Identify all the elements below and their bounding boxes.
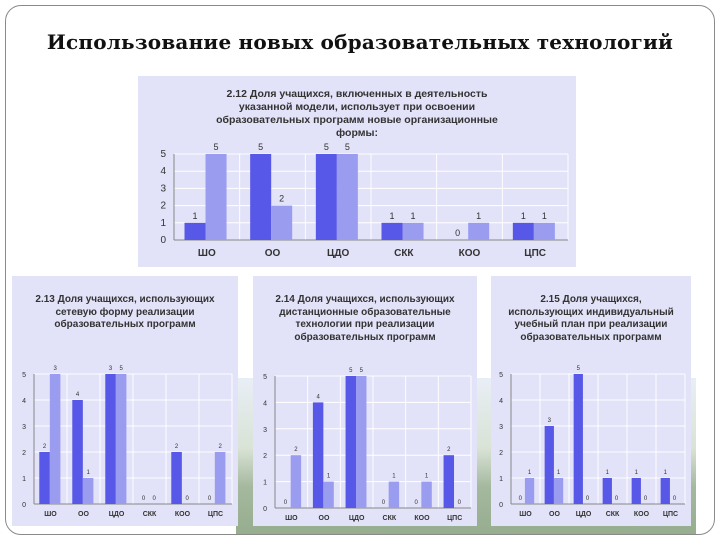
category-label: ШО xyxy=(197,248,216,259)
data-label: 2 xyxy=(42,444,47,450)
data-label: 5 xyxy=(323,142,329,152)
y-tick-label: 1 xyxy=(499,476,503,483)
chart-title: 2.13 Доля учащихся, использующих сетевую форму реализации образовательных программ xyxy=(35,294,215,330)
bar xyxy=(421,482,431,508)
category-label: ШО xyxy=(519,511,532,518)
chart-plot xyxy=(491,276,691,526)
data-label: 0 xyxy=(672,496,677,502)
data-label: 2 xyxy=(174,444,179,450)
category-label: ЦПС xyxy=(447,515,463,522)
chart-panel-2-15 xyxy=(491,276,691,526)
data-label: 4 xyxy=(316,394,320,401)
bar xyxy=(444,455,454,508)
data-label: 2 xyxy=(294,447,298,454)
chart-panel-2-14 xyxy=(253,276,477,526)
slide-frame xyxy=(5,5,715,535)
category-label: СКК xyxy=(382,515,397,522)
data-label: 1 xyxy=(527,470,532,476)
chart-title: 2.14 Доля учащихся, использующих дистанционные образовательные технологии при реализации образовательных программ xyxy=(275,294,455,343)
y-tick-label: 0 xyxy=(499,502,503,509)
data-label: 0 xyxy=(141,496,146,502)
chart-title: 2.15 Доля учащихся, использующих индивидуальный учебный план при реализации образовательных программ xyxy=(508,294,674,343)
data-label: 1 xyxy=(392,473,396,480)
chart-panel-2-12 xyxy=(138,76,576,267)
data-label: 1 xyxy=(326,473,331,480)
category-label: ЦПС xyxy=(524,248,547,259)
y-tick-label: 3 xyxy=(160,183,166,195)
category-label: ЦПС xyxy=(662,511,679,518)
category-label: КОО xyxy=(633,511,650,518)
y-tick-label: 2 xyxy=(499,450,503,457)
data-label: 1 xyxy=(634,470,638,476)
chart-plot xyxy=(138,76,576,267)
data-label: 3 xyxy=(547,418,551,424)
y-tick-label: 5 xyxy=(263,374,267,381)
bar xyxy=(403,223,424,240)
category-label: ШО xyxy=(44,511,57,518)
data-label: 0 xyxy=(152,496,156,502)
bar xyxy=(316,154,337,240)
data-label: 5 xyxy=(119,366,123,372)
data-label: 0 xyxy=(614,496,619,502)
y-tick-label: 1 xyxy=(263,479,267,487)
category-label: ЦДО xyxy=(108,511,125,518)
data-label: 0 xyxy=(185,496,189,502)
bar xyxy=(50,374,61,504)
bar xyxy=(271,206,292,240)
data-label: 1 xyxy=(476,210,482,221)
bar xyxy=(323,482,333,508)
y-tick-label: 2 xyxy=(22,450,26,457)
chart-plot xyxy=(12,276,238,526)
data-label: 0 xyxy=(207,496,212,502)
data-label: 0 xyxy=(414,500,418,506)
data-label: 1 xyxy=(424,473,429,480)
category-label: ОО xyxy=(318,515,330,522)
data-label: 3 xyxy=(108,366,113,372)
bar xyxy=(250,154,271,240)
data-label: 2 xyxy=(279,193,285,204)
data-label: 0 xyxy=(518,496,522,502)
category-label: КОО xyxy=(458,248,481,259)
bar xyxy=(346,376,356,508)
bar xyxy=(574,374,583,504)
data-label: 0 xyxy=(585,496,590,502)
data-label: 5 xyxy=(258,142,264,152)
data-label: 5 xyxy=(213,142,219,152)
y-tick-label: 4 xyxy=(22,398,26,405)
y-tick-label: 4 xyxy=(263,400,267,408)
y-tick-label: 0 xyxy=(263,506,267,513)
bar xyxy=(382,223,403,240)
bar xyxy=(83,478,94,504)
category-label: ОО xyxy=(78,511,89,518)
data-label: 1 xyxy=(389,210,395,221)
y-tick-label: 5 xyxy=(22,372,26,379)
y-tick-label: 0 xyxy=(22,502,26,509)
bar xyxy=(116,374,127,504)
page-title: Использование новых образовательных технологий xyxy=(46,30,674,54)
y-tick-label: 4 xyxy=(499,398,503,405)
category-label: ОО xyxy=(549,511,560,518)
bar xyxy=(603,478,612,504)
bar xyxy=(72,400,83,504)
category-label: СКК xyxy=(394,248,414,259)
data-label: 3 xyxy=(53,366,57,372)
y-tick-label: 1 xyxy=(160,217,166,229)
data-label: 0 xyxy=(643,496,648,502)
y-tick-label: 3 xyxy=(499,424,503,431)
bar xyxy=(468,223,489,240)
data-label: 0 xyxy=(457,500,461,506)
bar xyxy=(632,478,641,504)
bar xyxy=(206,154,227,240)
category-label: ЦДО xyxy=(327,248,350,259)
chart-plot xyxy=(253,276,477,526)
y-tick-label: 5 xyxy=(160,149,166,160)
data-label: 2 xyxy=(218,444,222,450)
category-label: СКК xyxy=(605,511,620,518)
bar xyxy=(39,452,50,504)
bar xyxy=(356,376,366,508)
category-label: ЦДО xyxy=(575,511,592,518)
bar xyxy=(554,478,563,504)
data-label: 5 xyxy=(359,368,363,374)
chart-panel-2-13 xyxy=(12,276,238,526)
data-label: 0 xyxy=(381,500,386,506)
y-tick-label: 4 xyxy=(160,166,166,178)
category-label: ОО xyxy=(264,248,281,259)
data-label: 1 xyxy=(520,210,526,221)
bar xyxy=(389,482,399,508)
bar xyxy=(291,455,301,508)
data-label: 5 xyxy=(344,142,350,152)
bar xyxy=(313,402,323,508)
y-tick-label: 2 xyxy=(263,453,267,461)
bar xyxy=(185,223,206,240)
y-tick-label: 2 xyxy=(160,200,166,212)
bar xyxy=(525,478,534,504)
bar xyxy=(534,223,555,240)
data-label: 0 xyxy=(455,228,461,238)
data-label: 5 xyxy=(349,368,353,374)
data-label: 1 xyxy=(605,470,609,476)
y-tick-label: 1 xyxy=(22,476,26,483)
data-label: 5 xyxy=(576,366,580,372)
bar xyxy=(545,426,554,504)
bar xyxy=(105,374,116,504)
category-label: ЦПС xyxy=(207,511,224,518)
data-label: 1 xyxy=(192,210,198,221)
y-tick-label: 3 xyxy=(263,426,267,434)
category-label: КОО xyxy=(414,515,430,522)
data-label: 1 xyxy=(663,470,667,476)
bar xyxy=(337,154,358,240)
y-tick-label: 5 xyxy=(499,372,503,379)
y-tick-label: 3 xyxy=(22,424,26,431)
bar xyxy=(513,223,534,240)
y-tick-label: 0 xyxy=(160,235,166,246)
data-label: 2 xyxy=(447,447,451,454)
data-label: 1 xyxy=(541,210,547,221)
data-label: 4 xyxy=(75,392,80,398)
data-label: 1 xyxy=(86,470,90,476)
bar xyxy=(171,452,182,504)
data-label: 1 xyxy=(410,210,416,221)
category-label: КОО xyxy=(174,511,191,518)
category-label: ЦДО xyxy=(348,515,365,522)
bar xyxy=(661,478,670,504)
data-label: 1 xyxy=(556,470,561,476)
data-label: 0 xyxy=(283,500,288,506)
category-label: СКК xyxy=(142,511,157,518)
chart-title: 2.12 Доля учащихся, включенных в деятельность указанной модели, использует при освоении образовательных программ новые организационные формы: xyxy=(216,88,498,140)
bar xyxy=(215,452,226,504)
category-label: ШО xyxy=(285,515,298,522)
